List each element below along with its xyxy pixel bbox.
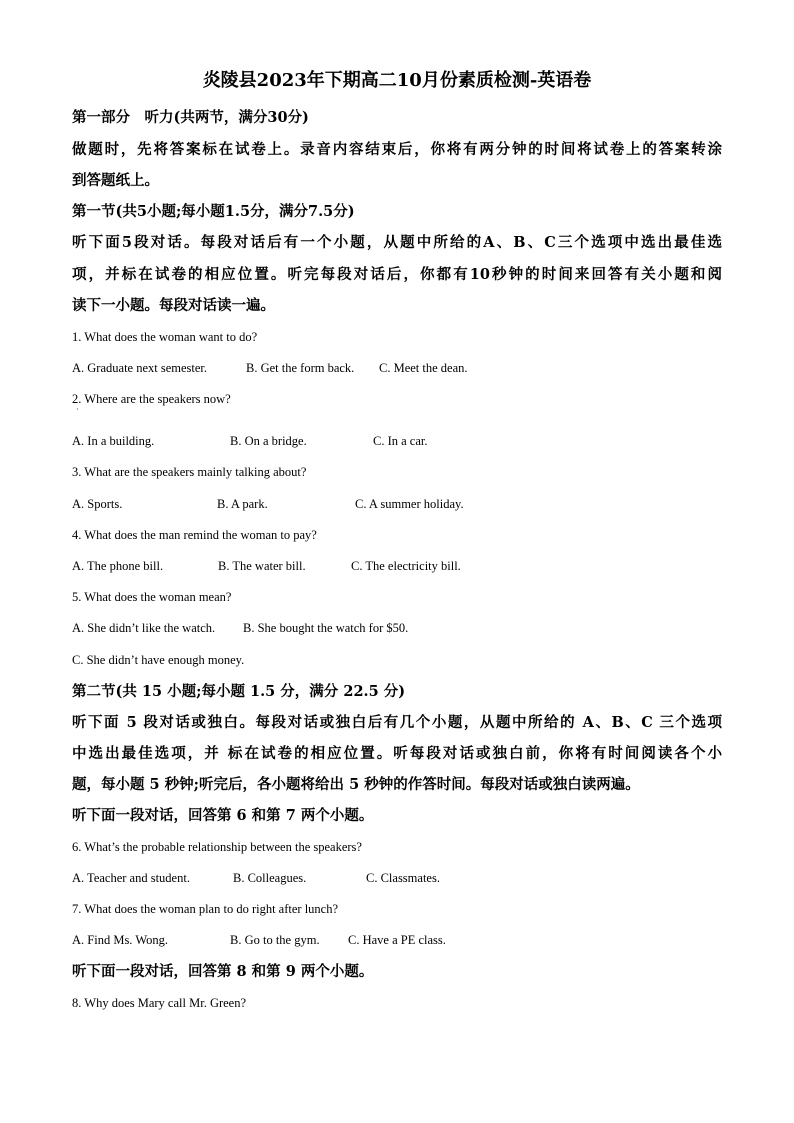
question-7: 7. What does the woman plan to do right after lunch?	[72, 902, 339, 916]
q6-option-b: B. Colleagues.	[233, 871, 307, 885]
q5-option-a: A. She didn’t like the watch.	[72, 621, 216, 635]
q3-option-c: C. A summer holiday.	[355, 497, 464, 511]
q7-option-c: C. Have a PE class.	[348, 933, 446, 947]
question-1: 1. What does the woman want to do?	[72, 330, 258, 344]
q1-option-c: C. Meet the dean.	[379, 361, 468, 375]
q6-option-c: C. Classmates.	[366, 871, 440, 885]
q4-option-c: C. The electricity bill.	[351, 559, 461, 573]
q2-option-c: C. In a car.	[373, 434, 428, 448]
dialogue-6-7-instruction: 听下面一段对话，回答第 6 和第 7 两个小题。	[72, 807, 374, 824]
exam-title: 炎陵县2023年下期高二10月份素质检测-英语卷	[202, 70, 592, 91]
part1-instruction-line-2: 到答题纸上。	[72, 172, 159, 189]
question-3: 3. What are the speakers mainly talking about?	[72, 465, 307, 479]
question-2: 2. Where are the speakers now?	[72, 392, 231, 406]
section2-instruction-line-1: 听下面 5 段对话或独白。每段对话或独白后有几个小题，从题中所给的 A、B、C 三个选项	[72, 714, 722, 731]
stray-dot-mark: ·	[76, 405, 79, 414]
section1-instruction-line-1: 听下面5段对话。每段对话后有一个小题，从题中所给的A、B、C三个选项中选出最佳选	[72, 234, 722, 251]
part1-heading: 第一部分 听力(共两节，满分30分)	[72, 109, 309, 126]
q2-option-a: A. In a building.	[72, 434, 155, 448]
question-6: 6. What’s the probable relationship between the speakers?	[72, 840, 362, 854]
q5-option-c: C. She didn’t have enough money.	[72, 653, 245, 667]
section2-instruction-line-2: 中选出最佳选项，并 标在试卷的相应位置。听每段对话或独白前，你将有时间阅读各个小	[72, 745, 722, 762]
section2-instruction-line-3: 题，每小题 5 秒钟;听完后，各小题将给出 5 秒钟的作答时间。每段对话或独白读两遍。	[72, 776, 640, 793]
section1-instruction-line-3: 读下一小题。每段对话读一遍。	[72, 297, 275, 314]
q6-option-a: A. Teacher and student.	[72, 871, 190, 885]
question-8: 8. Why does Mary call Mr. Green?	[72, 996, 247, 1010]
q5-option-b: B. She bought the watch for $50.	[243, 621, 409, 635]
question-5: 5. What does the woman mean?	[72, 590, 232, 604]
dialogue-8-9-instruction: 听下面一段对话，回答第 8 和第 9 两个小题。	[72, 963, 374, 980]
q2-option-b: B. On a bridge.	[230, 434, 307, 448]
section1-heading: 第一节(共5小题;每小题1.5分，满分7.5分)	[72, 203, 355, 220]
q1-option-a: A. Graduate next semester.	[72, 361, 208, 375]
q4-option-a: A. The phone bill.	[72, 559, 164, 573]
q1-option-b: B. Get the form back.	[246, 361, 355, 375]
q3-option-a: A. Sports.	[72, 497, 123, 511]
q7-option-a: A. Find Ms. Wong.	[72, 933, 169, 947]
q4-option-b: B. The water bill.	[218, 559, 306, 573]
q3-option-b: B. A park.	[217, 497, 268, 511]
section1-instruction-line-2: 项，并标在试卷的相应位置。听完每段对话后，你都有10秒钟的时间来回答有关小题和阅	[72, 266, 722, 283]
question-4: 4. What does the man remind the woman to pay?	[72, 528, 317, 542]
q7-option-b: B. Go to the gym.	[230, 933, 320, 947]
section2-heading: 第二节(共 15 小题;每小题 1.5 分，满分 22.5 分)	[72, 683, 406, 700]
part1-instruction-line-1: 做题时，先将答案标在试卷上。录音内容结束后，你将有两分钟的时间将试卷上的答案转涂	[72, 141, 722, 158]
